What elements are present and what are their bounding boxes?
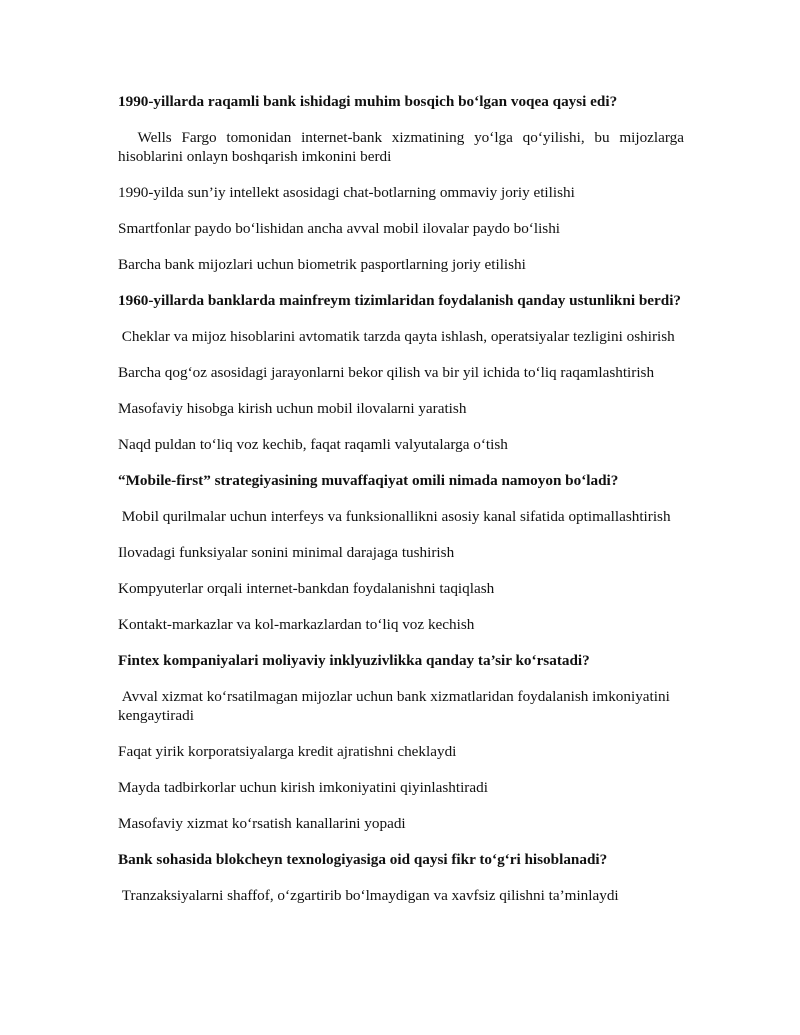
question-block-3 <box>118 471 684 634</box>
answer-option: Barcha bank mijozlari uchun biometrik pasportlarning joriy etilishi <box>118 256 526 273</box>
question-text: Fintex kompaniyalari moliyaviy inklyuzivlikka qanday ta’sir ko‘rsatadi? <box>118 652 590 669</box>
answer-option: Kompyuterlar orqali internet-bankdan foydalanishni taqiqlash <box>118 580 495 597</box>
answer-option: Mobil qurilmalar uchun interfeys va funksionallikni asosiy kanal sifatida optimallashtirish <box>118 508 671 525</box>
answer-option: Kontakt-markazlar va kol-markazlardan to‘liq voz kechish <box>118 616 475 633</box>
answer-option: Ilovadagi funksiyalar sonini minimal darajaga tushirish <box>118 544 455 561</box>
question-text: “Mobile-first” strategiyasining muvaffaqiyat omili nimada namoyon bo‘ladi? <box>118 472 619 489</box>
answer-option: Smartfonlar paydo bo‘lishidan ancha avval mobil ilovalar paydo bo‘lishi <box>118 220 561 237</box>
answer-option: Masofaviy xizmat ko‘rsatish kanallarini yopadi <box>118 815 406 832</box>
question-block-1 <box>118 92 688 274</box>
question-text: 1990-yillarda raqamli bank ishidagi muhim bosqich bo‘lgan voqea qaysi edi? <box>118 93 618 110</box>
answer-option: Mayda tadbirkorlar uchun kirish imkoniyatini qiyinlashtiradi <box>118 779 488 796</box>
question-block-4 <box>118 651 684 833</box>
answer-option: Wells Fargo tomonidan internet-bank xizmatining yo‘lga qo‘yilishi, bu mijozlarga hisoblarini onlayn boshqarish imkonini berdi <box>118 129 688 165</box>
answer-option: Masofaviy hisobga kirish uchun mobil ilovalarni yaratish <box>118 400 467 417</box>
answer-option: Cheklar va mijoz hisoblarini avtomatik tarzda qayta ishlash, operatsiyalar tezligini oshirish <box>118 328 675 345</box>
question-block-2 <box>118 291 684 454</box>
question-block-5 <box>118 850 684 905</box>
answer-option: 1990-yilda sun’iy intellekt asosidagi chat-botlarning ommaviy joriy etilishi <box>118 184 575 201</box>
question-text: Bank sohasida blokcheyn texnologiyasiga oid qaysi fikr to‘g‘ri hisoblanadi? <box>118 851 608 868</box>
answer-option: Tranzaksiyalarni shaffof, o‘zgartirib bo‘lmaydigan va xavfsiz qilishni ta’minlaydi <box>118 887 619 904</box>
answer-option: Barcha qog‘oz asosidagi jarayonlarni bekor qilish va bir yil ichida to‘liq raqamlashtirish <box>118 364 655 381</box>
answer-option: Faqat yirik korporatsiyalarga kredit ajratishni cheklaydi <box>118 743 457 760</box>
answer-option: Naqd puldan to‘liq voz kechib, faqat raqamli valyutalarga o‘tish <box>118 436 508 453</box>
question-text: 1960-yillarda banklarda mainfreym tizimlaridan foydalanish qanday ustunlikni berdi? <box>118 292 682 309</box>
answer-option: Avval xizmat ko‘rsatilmagan mijozlar uchun bank xizmatlaridan foydalanish imkoniyatini kengaytiradi <box>118 688 674 724</box>
document-page <box>118 92 688 922</box>
